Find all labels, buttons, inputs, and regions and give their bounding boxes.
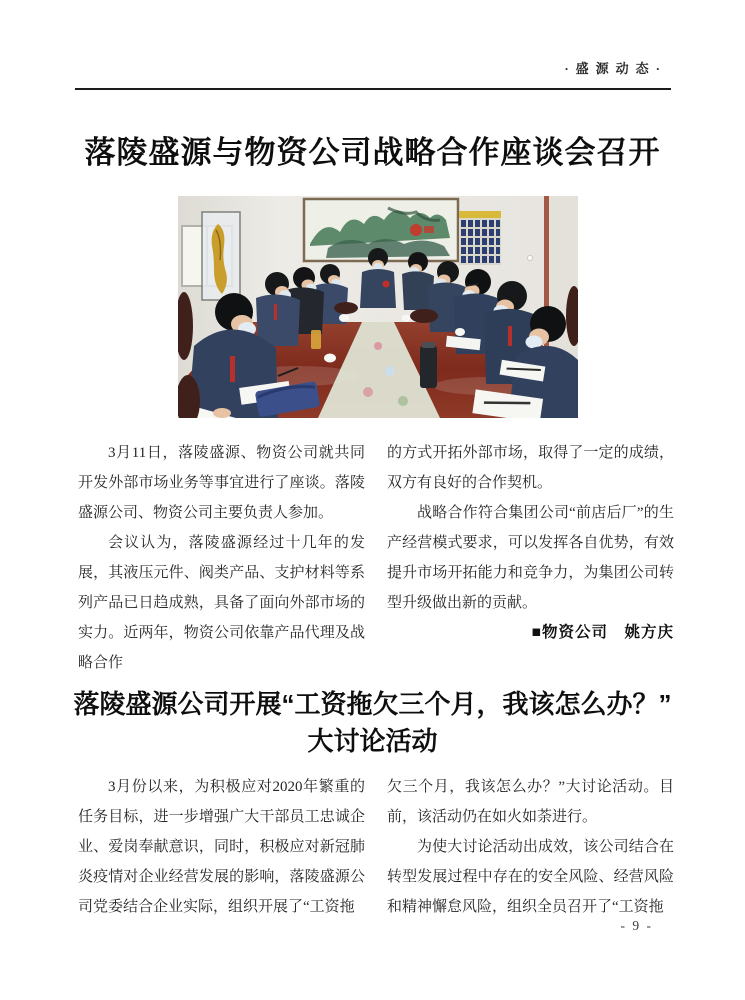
masthead-label: ·盛源动态· <box>564 61 667 76</box>
paragraph: 3月11日，落陵盛源、物资公司就共同开发外部市场业务等事宜进行了座谈。落陵盛源公司、物资公司主要负责人参加。 <box>78 445 365 521</box>
article2-title-line1: 落陵盛源公司开展“工资拖欠三个月，我该怎么办？” <box>73 689 672 719</box>
page-number: - 9 - <box>620 918 653 933</box>
article2-right-column <box>387 772 674 922</box>
paragraph-continuation: 欠三个月，我该怎么办？”大讨论活动。目前，该活动仍在如火如荼进行。 <box>387 779 674 825</box>
header-rule <box>75 88 671 90</box>
calendar-board <box>459 211 501 265</box>
article2-title-line2: 大讨论活动 <box>307 726 438 756</box>
paragraph: 为使大讨论活动出成效，该公司结合在转型发展过程中存在的安全风险、经营风险和精神懈怠风险，组织全员召开了“工资拖 <box>387 839 674 915</box>
article2-body <box>78 772 674 922</box>
meeting-photo-illustration <box>178 196 578 418</box>
paragraph-continuation: 的方式开拓外部市场，取得了一定的成绩，双方有良好的合作契机。 <box>387 445 674 491</box>
article1-body <box>78 438 674 678</box>
paragraph: 3月份以来，为积极应对2020年繁重的任务目标，进一步增强广大干部员工忠诚企业、爱岗奉献意识，同时，积极应对新冠肺炎疫情对企业经营发展的影响，落陵盛源公司党委结合企业实际，组织开展了“工资拖 <box>78 779 365 915</box>
display-case <box>202 212 240 300</box>
article1-left-column <box>78 438 365 678</box>
article1-right-column <box>387 438 674 678</box>
article2-left-column <box>78 772 365 922</box>
article1-byline: ■物资公司 姚方庆 <box>531 624 674 641</box>
meeting-photo <box>178 196 578 418</box>
article2-title <box>40 686 705 760</box>
paragraph: 战略合作符合集团公司“前店后厂”的生产经营模式要求，可以发挥各自优势，有效提升市场开拓能力和竞争力，为集团公司转型升级做出新的贡献。 <box>387 505 674 611</box>
paragraph: 会议认为，落陵盛源经过十几年的发展，其液压元件、阀类产品、支护材料等系列产品已日趋成熟，具备了面向外部市场的实力。近两年，物资公司依靠产品代理及战略合作 <box>78 535 365 671</box>
article1-title: 落陵盛源与物资公司战略合作座谈会召开 <box>84 135 661 170</box>
